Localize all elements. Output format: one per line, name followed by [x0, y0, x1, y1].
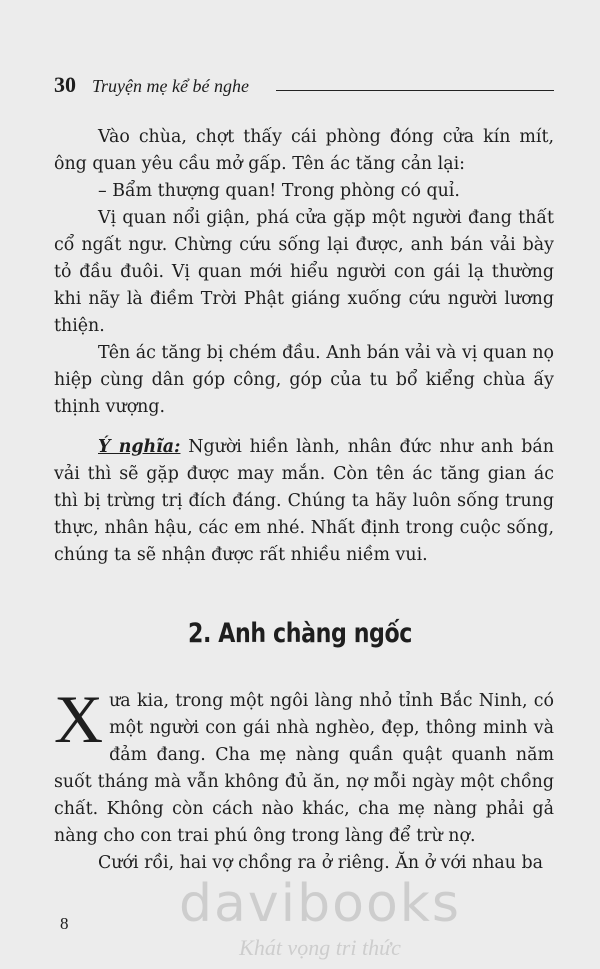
- story-paragraph: Cưới rồi, hai vợ chồng ra ở riêng. Ăn ở với nhau ba: [98, 853, 543, 873]
- watermark-tagline: Khát vọng tri thức: [239, 935, 401, 960]
- page-number: 8: [60, 914, 69, 933]
- drop-cap: X: [54, 681, 104, 757]
- story-paragraph: Vào chùa, chợt thấy cái phòng đóng cửa kín mít, ông quan yêu cầu mở gấp. Tên ác tăng cản lại:: [54, 127, 554, 174]
- story-paragraph: Vị quan nổi giận, phá cửa gặp một người đang thất cổ ngất ngư. Chừng cứu sống lại được, anh bán vải bày tỏ đầu đuôi. Vị quan mới hiểu người con gái lạ thường khi nãy là điềm Trời Phật giáng xuống cứu người lương thiện.: [54, 208, 554, 336]
- opening-text: ưa kia, trong một ngôi làng nhỏ tỉnh Bắc Ninh, có một người con gái nhà nghèo, đẹp, thông minh và đảm đang. Cha mẹ nàng quần quật quanh năm suốt tháng mà vẫn không đủ ăn, nợ mỗi ngày một chồng chất. Không còn cách nào khác, cha mẹ nàng phải gả nàng cho con trai phú ông trong làng để trừ nợ.: [54, 691, 554, 846]
- moral-text: Người hiền lành, nhân đức như anh bán vải thì sẽ gặp được may mắn. Còn tên ác tăng gian ác thì bị trừng trị đích đáng. Chúng ta hãy luôn sống trung thực, nhân hậu, các em nhé. Nhất định trong cuộc sống, chúng ta sẽ nhận được rất nhiều niềm vui.: [54, 437, 554, 565]
- opening-paragraph: [54, 681, 554, 850]
- header-rule: [276, 90, 554, 91]
- running-header-number: 30: [54, 72, 76, 97]
- publisher-watermark: [160, 874, 480, 960]
- moral-label: Ý nghĩa:: [98, 437, 181, 457]
- story-paragraph: Tên ác tăng bị chém đầu. Anh bán vải và vị quan nọ hiệp cùng dân góp công, góp của tu bổ kiểng chùa ấy thịnh vượng.: [54, 343, 554, 417]
- running-header: [54, 70, 554, 100]
- moral-paragraph: [54, 434, 554, 569]
- dialogue-line: – Bẩm thượng quan! Trong phòng có quỉ.: [98, 181, 460, 201]
- story-ending: [54, 124, 554, 421]
- moral-section: [54, 434, 554, 569]
- story-beginning: [54, 681, 554, 877]
- story-title: 2. Anh chàng ngốc: [187, 618, 413, 649]
- watermark-brand: davibooks: [179, 874, 461, 934]
- running-header-title: Truyện mẹ kể bé nghe: [92, 76, 249, 96]
